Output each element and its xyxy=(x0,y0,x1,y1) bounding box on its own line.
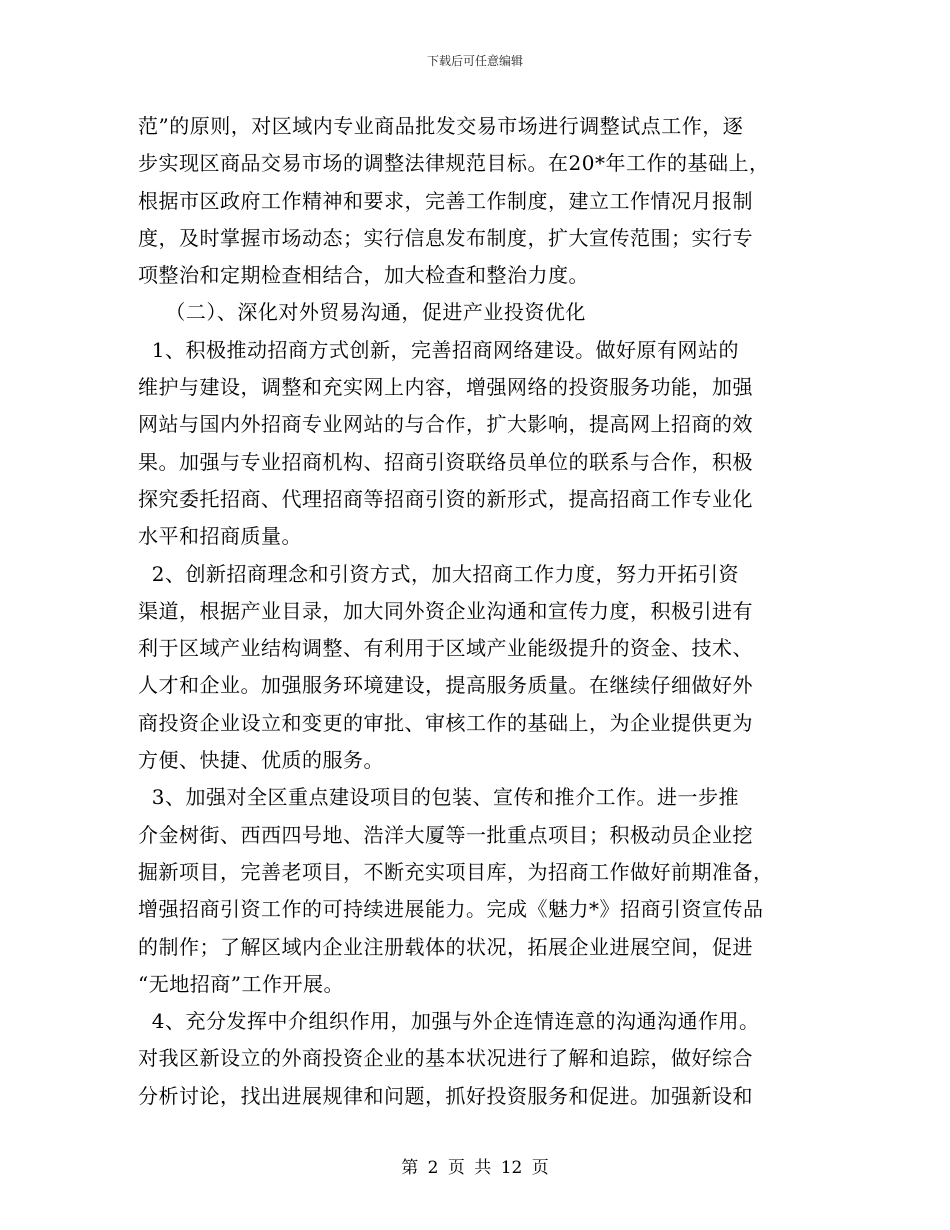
text-line: 方便、快捷、优质的服务。 xyxy=(138,748,384,773)
text-line: 果。加强与专业招商机构、招商引资联络员单位的联系与合作，积极 xyxy=(138,449,753,474)
text-line: 介金树街、西西四号地、浩洋大厦等一批重点项目；积极动员企业挖 xyxy=(138,822,753,847)
text-line: 水平和招商质量。 xyxy=(138,524,302,549)
text-line: 项整治和定期检查相结合，加大检查和整治力度。 xyxy=(138,263,589,288)
text-line: 网站与国内外招商专业网站的与合作，扩大影响，提高网上招商的效 xyxy=(138,412,753,437)
text-line: 3、加强对全区重点建设项目的包装、宣传和推介工作。进一步推 xyxy=(138,785,739,810)
text-line: 商投资企业设立和变更的审批、审核工作的基础上，为企业提供更为 xyxy=(138,710,753,735)
text-line: 利于区域产业结构调整、有利用于区域产业能级提升的资金、技术、 xyxy=(138,636,753,661)
text-line: 对我区新设立的外商投资企业的基本状况进行了解和追踪，做好综合 xyxy=(138,1046,753,1071)
text-line: 掘新项目，完善老项目，不断充实项目库，为招商工作做好前期准备， xyxy=(138,859,774,884)
text-line: 1、积极推动招商方式创新，完善招商网络建设。做好原有网站的 xyxy=(138,337,739,362)
text-line: 维护与建设，调整和充实网上内容，增强网络的投资服务功能，加强 xyxy=(138,375,753,400)
section-heading: （二）、深化对外贸易沟通，促进产业投资优化 xyxy=(138,300,586,325)
text-line: 人才和企业。加强服务环境建设，提高服务质量。在继续仔细做好外 xyxy=(138,673,753,698)
page-number: 第 2 页 共 12 页 xyxy=(401,1158,549,1178)
text-line: 增强招商引资工作的可持续进展能力。完成《魅力*》招商引资宣传品 xyxy=(138,897,764,922)
page-header: 下载后可任意编辑 xyxy=(426,54,523,68)
text-line: 度，及时掌握市场动态；实行信息发布制度，扩大宣传范围；实行专 xyxy=(138,225,753,250)
body-text xyxy=(138,108,828,1115)
text-line: 探究委托招商、代理招商等招商引资的新形式，提高招商工作专业化 xyxy=(138,486,753,511)
text-line: 分析讨论，找出进展规律和问题，抓好投资服务和促进。加强新设和 xyxy=(138,1083,753,1108)
text-line: 步实现区商品交易市场的调整法律规范目标。在20*年工作的基础上， xyxy=(138,151,770,176)
text-line: 的制作；了解区域内企业注册载体的状况，拓展企业进展空间，促进 xyxy=(138,934,753,959)
text-line: 根据市区政府工作精神和要求，完善工作制度，建立工作情况月报制 xyxy=(138,188,753,213)
text-line: “无地招商”工作开展。 xyxy=(138,971,344,996)
text-line: 范”的原则，对区域内专业商品批发交易市场进行调整试点工作，逐 xyxy=(138,114,744,138)
text-line: 渠道，根据产业目录，加大同外资企业沟通和宣传力度，积极引进有 xyxy=(138,598,753,623)
text-line: 2、创新招商理念和引资方式，加大招商工作力度，努力开拓引资 xyxy=(138,561,739,586)
text-line: 4、充分发挥中介组织作用，加强与外企连情连意的沟通沟通作用。 xyxy=(138,1009,760,1034)
